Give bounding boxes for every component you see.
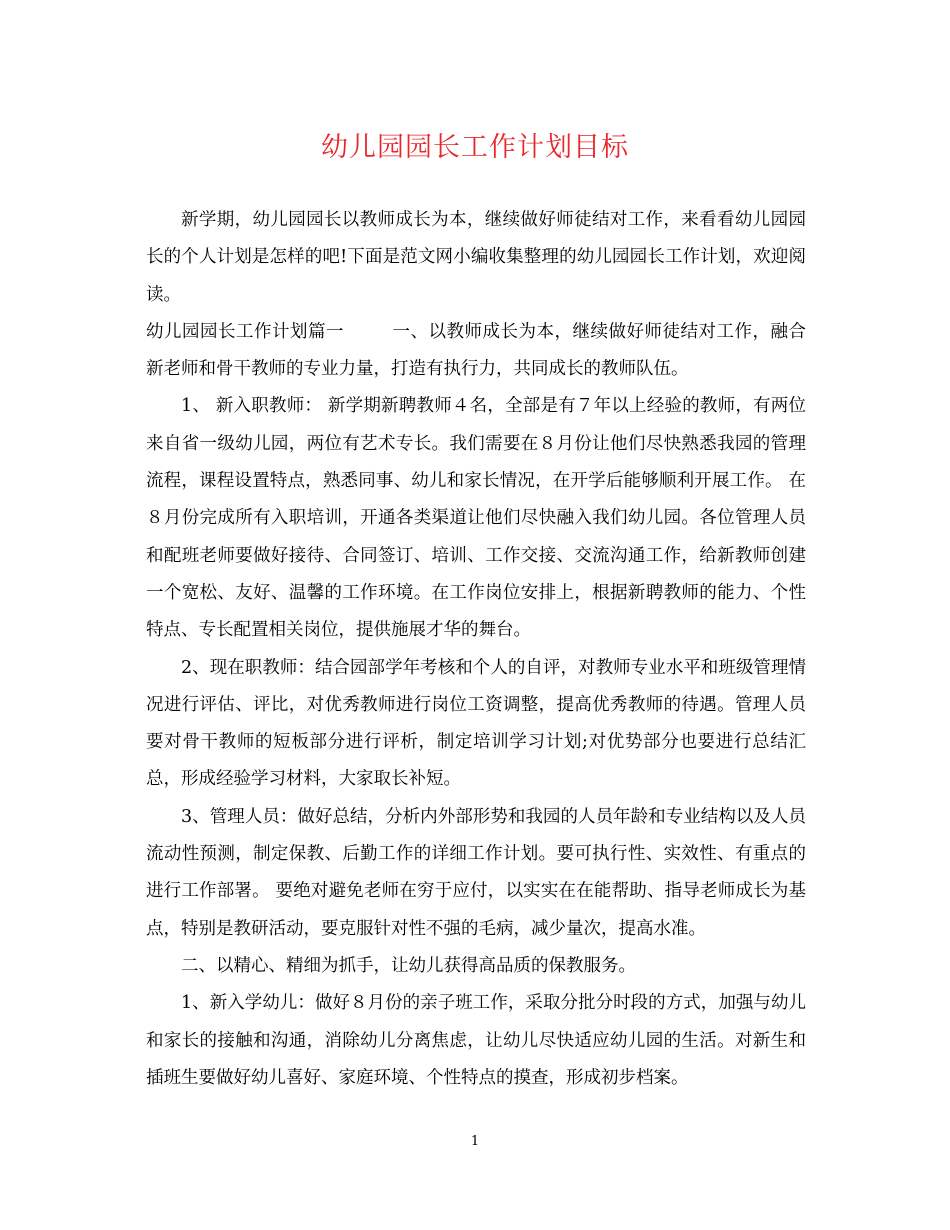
current-teachers-paragraph: 2、现在职教师：结合园部学年考核和个人的自评，对教师专业水平和班级管理情况进行评估、评比，对优秀教师进行岗位工资调整，提高优秀教师的待遇。管理人员要对骨干教师的短板部分进行评析，制定培训学习计划;对优势部分也要进行总结汇总，形成经验学习材料，大家取长补短。 [146,657,806,790]
section-one-heading: 一、以教师成长为本，继续做好师徒结对工作，融合新老师和骨干教师的专业力量，打造有执行力，共同成长的教师队伍。 [146,321,806,380]
section-heading: 幼儿园园长工作计划篇一 [146,321,344,342]
page-number: 1 [470,1134,480,1149]
section-one-paragraph [146,314,806,389]
section-two-heading: 二、以精心、精细为抓手，让幼儿获得高品质的保教服务。 [181,955,636,976]
document-title: 幼儿园园长工作计划目标 [321,132,629,163]
new-children-paragraph: 1、新入学幼儿：做好８月份的亲子班工作，采取分批分时段的方式，加强与幼儿和家长的接触和沟通，消除幼儿分离焦虑，让幼儿尽快适应幼儿园的生活。对新生和插班生要做好幼儿喜好、家庭环境、个性特点的摸查，形成初步档案。 [146,993,806,1088]
intro-paragraph: 新学期，幼儿园园长以教师成长为本，继续做好师徒结对工作，来看看幼儿园园长的个人计划是怎样的吧!下面是范文网小编收集整理的幼儿园园长工作计划，欢迎阅读。 [146,210,806,305]
document-body [146,202,806,1097]
management-staff-paragraph: 3、管理人员：做好总结，分析内外部形势和我园的人员年龄和专业结构以及人员流动性预测，制定保教、后勤工作的详细工作计划。要可执行性、实效性、有重点的进行工作部署。 要绝对避免老师在穷于应付，以实实在在能帮助、指导老师成长为基点，特别是教研活动，要克服针对性不强的毛病，减少量次，提高水准。 [146,806,806,939]
new-teachers-paragraph: 1、 新入职教师： 新学期新聘教师４名，全部是有７年以上经验的教师，有两位来自省一级幼儿园，两位有艺术专长。我们需要在８月份让他们尽快熟悉我园的管理流程，课程设置特点，熟悉同事、幼儿和家长情况，在开学后能够顺利开展工作。 在８月份完成所有入职培训，开通各类渠道让他们尽快融入我们幼儿园。各位管理人员和配班老师要做好接待、合同签订、培训、工作交接、交流沟通工作，给新教师创建一个宽松、友好、温馨的工作环境。在工作岗位安排上，根据新聘教师的能力、个性特点、专长配置相关岗位，提供施展才华的舞台。 [146,396,806,641]
